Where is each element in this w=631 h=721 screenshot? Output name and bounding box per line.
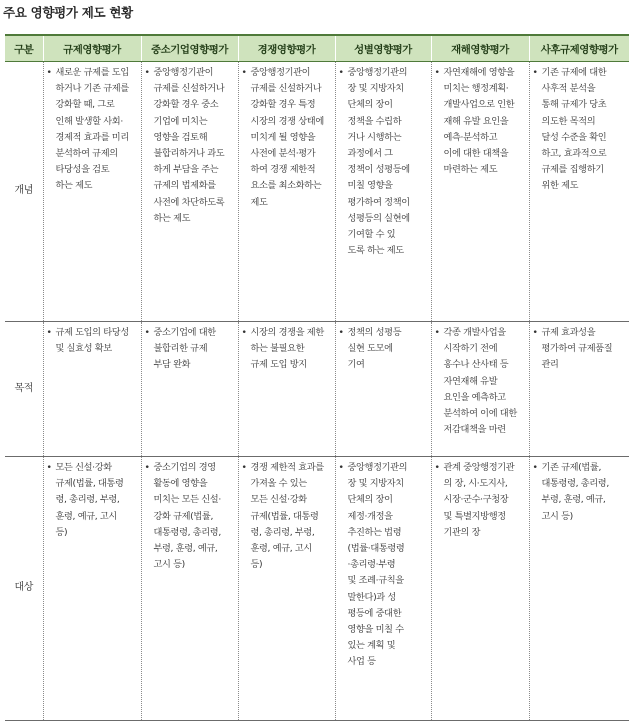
row-label-purpose: 목적 xyxy=(5,322,43,457)
table-cell: • 중소기업에 대한 불합리한 규제 부담 완화 xyxy=(141,322,238,457)
document-title: 주요 영향평가 제도 현황 xyxy=(3,5,133,20)
header-competition-impact: 경쟁영향평가 xyxy=(238,35,335,62)
bullet-icon: • xyxy=(241,462,247,473)
bullet-icon: • xyxy=(241,67,247,78)
bullet-icon: • xyxy=(338,327,344,338)
bullet-icon: • xyxy=(144,327,150,338)
table-cell: • 규제 도입의 타당성 및 실효성 확보 xyxy=(43,322,141,457)
bullet-icon: • xyxy=(532,462,538,473)
bullet-icon: • xyxy=(241,327,247,338)
header-disaster-impact: 재해영향평가 xyxy=(431,35,529,62)
bullet-icon: • xyxy=(338,67,344,78)
bullet-icon: • xyxy=(434,462,440,473)
table-cell: • 중앙행정기관이 규제를 신설하거나 강화할 경우 중소 기업에 미치는 영향을 검토해 불합리하거나 과도 하게 부담을 주는 규제의 법제화를 사전에 차단하도록 하는 제도 xyxy=(141,62,238,322)
table-cell: • 경쟁 제한적 효과를 가져올 수 있는 모든 신설·강화 규제(법률, 대통령 령, 총리령, 부령, 훈령, 예규, 고시 등) xyxy=(238,457,335,721)
bullet-icon: • xyxy=(144,67,150,78)
table-row-concept xyxy=(5,62,629,322)
bullet-icon: • xyxy=(46,67,52,78)
header-sme-impact: 중소기업영향평가 xyxy=(141,35,238,62)
header-row xyxy=(5,35,629,62)
table-cell: • 기존 규제에 대한 사후적 분석을 통해 규제가 당초 의도한 목적의 달성 수준을 확인 하고, 효과적으로 규제를 집행하기 위한 제도 xyxy=(529,62,629,322)
table-cell: • 중앙행정기관의 장 및 지방자치 단체의 장이 제정·개정을 추진하는 법령 (법률·대통령령 ·총리령·부령 및 조례·규칙을 말한다)과 성 평등에 중대한 영향을 미칠 수 있는 계획 및 사업 등 xyxy=(335,457,431,721)
bullet-icon: • xyxy=(144,462,150,473)
table-cell: • 모든 신설·강화 규제(법률, 대통령 령, 총리령, 부령, 훈령, 예규, 고시 등) xyxy=(43,457,141,721)
header-category: 구분 xyxy=(5,35,43,62)
table-cell: • 정책의 성평등 실현 도모에 기여 xyxy=(335,322,431,457)
header-post-regulatory-impact: 사후규제영향평가 xyxy=(529,35,629,62)
table-cell: • 중앙행정기관이 규제를 신설하거나 강화할 경우 특정 시장의 경쟁 상태에 미치게 될 영향을 사전에 분석·평가 하여 경쟁 제한적 요소를 최소화하는 제도 xyxy=(238,62,335,322)
bullet-icon: • xyxy=(46,462,52,473)
bullet-icon: • xyxy=(46,327,52,338)
header-gender-impact: 성별영향평가 xyxy=(335,35,431,62)
table-cell: • 시장의 경쟁을 제한 하는 불필요한 규제 도입 방지 xyxy=(238,322,335,457)
table-cell: • 규제 효과성을 평가하여 규제품질 관리 xyxy=(529,322,629,457)
table-cell: • 각종 개발사업을 시작하기 전에 홍수나 산사태 등 자연재해 유발 요인을 예측하고 분석하여 이에 대한 저감대책을 마련 xyxy=(431,322,529,457)
header-regulatory-impact: 규제영향평가 xyxy=(43,35,141,62)
table-cell: • 관계 중앙행정기관 의 장, 시·도지사, 시장·군수·구청장 및 특별지방행정 기관의 장 xyxy=(431,457,529,721)
row-label-target: 대상 xyxy=(5,457,43,721)
assessment-table xyxy=(5,34,629,721)
table-cell: • 자연재해에 영향을 미치는 행정계획· 개발사업으로 인한 재해 유발 요인을 예측·분석하고 이에 대한 대책을 마련하는 제도 xyxy=(431,62,529,322)
bullet-icon: • xyxy=(434,327,440,338)
table-row-purpose xyxy=(5,322,629,457)
bullet-icon: • xyxy=(532,67,538,78)
bullet-icon: • xyxy=(338,462,344,473)
table-cell: • 중앙행정기관의 장 및 지방자치 단체의 장이 정책을 수립하 거나 시행하는 과정에서 그 정책이 성평등에 미칠 영향을 평가하여 정책이 성평등의 실현에 기여할 수 있 도록 하는 제도 xyxy=(335,62,431,322)
table-cell: • 중소기업의 경영 활동에 영향을 미치는 모든 신설· 강화 규제(법률, 대통령령, 총리령, 부령, 훈령, 예규, 고시 등) xyxy=(141,457,238,721)
table-row-target xyxy=(5,457,629,721)
table-cell: • 새로운 규제를 도입 하거나 기존 규제를 강화할 때, 그로 인해 발생할 사회· 경제적 효과를 미리 분석하여 규제의 타당성을 검토 하는 제도 xyxy=(43,62,141,322)
bullet-icon: • xyxy=(532,327,538,338)
bullet-icon: • xyxy=(434,67,440,78)
row-label-concept: 개념 xyxy=(5,62,43,322)
table-cell: • 기존 규제(법률, 대통령령, 총리령, 부령, 훈령, 예규, 고시 등) xyxy=(529,457,629,721)
